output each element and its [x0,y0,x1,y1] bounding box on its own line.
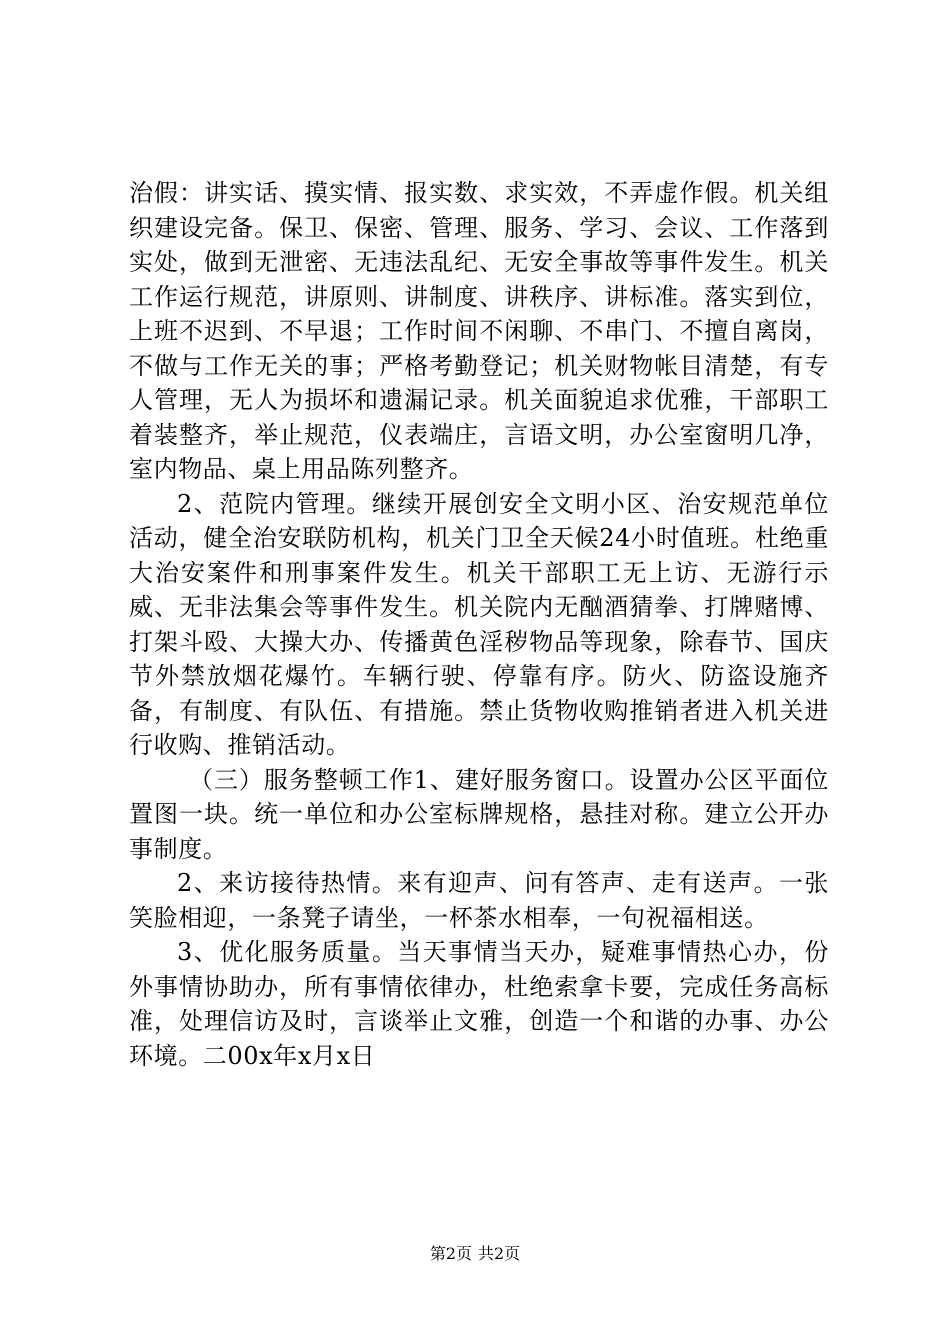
paragraph-compound-management: 2、范院内管理。继续开展创安全文明小区、治安规范单位活动，健全治安联防机构，机关门卫全天候24小时值班。杜绝重大治安案件和刑事案件发生。机关干部职工无上访、无游行示威、无非法集会等事件发生。机关院内无酗酒猜拳、打牌赌博、打架斗殴、大操大办、传播黄色淫秽物品等现象，除春节、国庆节外禁放烟花爆竹。车辆行驶、停靠有序。防火、防盗设施齐备，有制度、有队伍、有措施。禁止货物收购推销者进入机关进行收购、推销活动。 [129,489,829,759]
document-body [129,176,829,1073]
page-total: 共2页 [478,1244,521,1263]
paragraph-service-quality: 3、优化服务质量。当天事情当天办，疑难事情热心办，份外事情协助办，所有事情依律办，杜绝索拿卡要，完成任务高标准，处理信访及时，言谈举止文雅，创造一个和谐的办事、办公环境。二00x年x月x日 [129,938,829,1070]
paragraph-service-window: （三）服务整顿工作1、建好服务窗口。设置办公区平面位置图一块。统一单位和办公室标牌规格，悬挂对称。建立公开办事制度。 [129,765,829,863]
page-footer [0,1243,950,1265]
page-number: 第2页 [429,1244,472,1263]
paragraph-continued: 治假：讲实话、摸实情、报实数、求实效，不弄虚作假。机关组织建设完备。保卫、保密、管理、服务、学习、会议、工作落到实处，做到无泄密、无违法乱纪、无安全事故等事件发生。机关工作运行规范，讲原则、讲制度、讲秩序、讲标准。落实到位，上班不迟到、不早退；工作时间不闲聊、不串门、不擅自离岗，不做与工作无关的事；严格考勤登记；机关财物帐目清楚，有专人管理，无人为损坏和遗漏记录。机关面貌追求优雅，干部职工着装整齐，举止规范，仪表端庄，言语文明，办公室窗明几净，室内物品、桌上用品陈列整齐。 [129,179,829,483]
paragraph-visitor-reception: 2、来访接待热情。来有迎声、问有答声、走有送声。一张笑脸相迎，一条凳子请坐，一杯茶水相奉，一句祝福相送。 [129,869,829,932]
